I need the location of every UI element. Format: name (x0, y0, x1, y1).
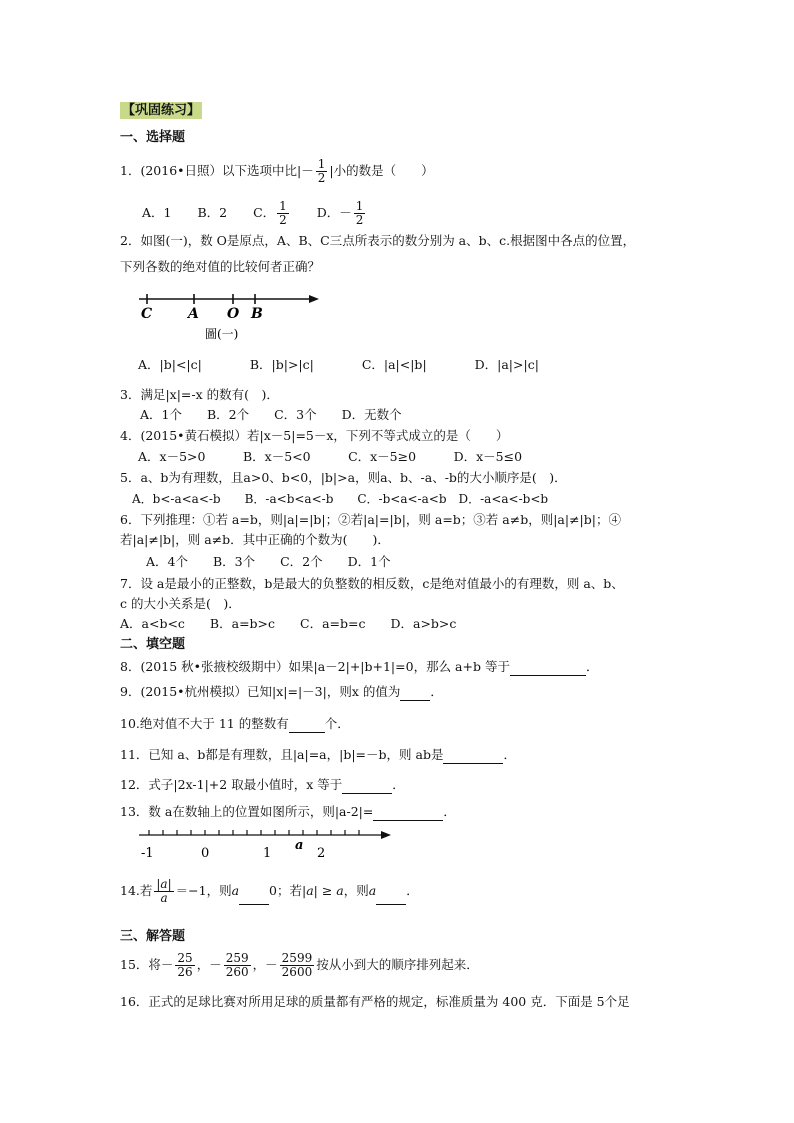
question-8 (120, 658, 598, 676)
q14-frac-den: a (160, 891, 168, 905)
q15-post: 按从小到大的顺序排列起来． (316, 957, 479, 972)
q2-label-b: B (251, 306, 263, 322)
q1-option-d-den: 2 (355, 213, 364, 227)
q1-frac-den: 2 (317, 171, 326, 185)
q6-line-1: 6．下列推理：①若 a=b，则|a|=|b|；②若|a|=|b|，则 a=b；③若 a≠b，则|a|≠|b|；④ (120, 512, 621, 527)
q8-end: ． (585, 659, 599, 674)
q15-frac3-num: 2599 (281, 951, 313, 965)
q7-line-2: c 的大小关系是( )． (120, 596, 241, 611)
q7-options: A．a<b<c B．a=b>c C．a=b=c D．a>b>c (120, 616, 457, 631)
q2-figure-caption: 圖(一) (205, 327, 239, 341)
q1-frac-num: 1 (317, 157, 326, 171)
q14-var-a-2: a (368, 883, 377, 898)
q15-frac3-den: 2600 (281, 965, 313, 979)
q16-stem: 16．正式的足球比赛对所用足球的质量都有严格的规定，标准质量为 400 克．下面是 5个足 (120, 994, 630, 1009)
q12-end: ． (392, 777, 405, 792)
q15-comma-2: ， (252, 957, 266, 972)
q13-number-line-figure (135, 826, 395, 862)
q13-tick-label-1: 1 (263, 846, 272, 861)
q13-point-a-label: a (295, 838, 304, 853)
q14-frac-num: |a| (156, 877, 172, 891)
q14-end: ． (406, 883, 419, 898)
q15-frac1-num: 25 (177, 951, 193, 965)
q1-option-d-num: 1 (355, 199, 364, 213)
q13-tick-label-2: 2 (317, 846, 326, 861)
q10-stem: 10.绝对值不大于 11 的整数有 (120, 716, 289, 731)
q14-abs-condition: |a| ≥ a (301, 883, 344, 898)
q2-label-c: C (141, 306, 153, 322)
q2-label-o: O (227, 306, 240, 322)
question-13 (120, 803, 456, 821)
q8-answer-blank[interactable] (510, 663, 586, 676)
question-15 (120, 952, 479, 979)
q2-option-d: D．|a|>|c| (474, 357, 539, 372)
q3-stem: 3．满足|x|=-x 的数有( )． (120, 387, 279, 402)
q2-options (138, 356, 539, 374)
q1-option-a: A．1 (142, 205, 172, 220)
question-1 (120, 158, 434, 185)
q13-stem: 13．数 a在数轴上的位置如图所示，则|a-2|= (120, 804, 374, 819)
q2-line-1: 2．如图(一)，数 O是原点，A、B、C三点所表示的数分别为 a、b、c.根据图中各点的位置， (120, 233, 636, 248)
q9-answer-blank[interactable] (400, 688, 430, 701)
section-choice-heading: 一、选择题 (120, 130, 186, 145)
q8-stem: 8．(2015 秋•张掖校级期中）如果|a－2|+|b+1|=0，那么 a+b 等于 (120, 659, 510, 674)
q15-frac2-num: 259 (225, 951, 249, 965)
practice-tag-label: 【巩固练习】 (122, 103, 201, 118)
q13-minor-ticks (149, 830, 359, 835)
q15-fraction-2 (224, 952, 251, 979)
q14-var-a-1: a (231, 883, 240, 898)
q15-fraction-1 (175, 952, 194, 979)
q15-frac2-den: 260 (225, 965, 249, 979)
question-11 (120, 746, 516, 764)
q2-number-line-figure (135, 288, 325, 344)
q3-options: A．1个 B．2个 C．3个 D．无数个 (140, 407, 402, 422)
question-9 (120, 683, 443, 701)
q1-stem-pre: 1．(2016•日照）以下选项中比|－ (120, 163, 314, 178)
q14-pre: 14.若 (120, 883, 153, 898)
q14-mid-1: ＝−1，则 (175, 883, 232, 898)
q6-options: A．4个 B．3个 C．2个 D．1个 (146, 554, 391, 569)
q1-option-c (253, 199, 291, 227)
q1-option-d-frac (354, 200, 366, 227)
q13-tick-label-neg1: -1 (141, 846, 154, 861)
q15-minus-2: － (209, 957, 222, 972)
section-fill-heading: 二、填空题 (120, 637, 186, 652)
q2-line-2: 下列各数的绝对值的比较何者正确？ (120, 259, 321, 274)
q1-stem-post: |小的数是（ ） (329, 163, 434, 178)
q14-answer-blank-1[interactable] (239, 892, 269, 905)
q6-line-2: 若|a|≠|b|，则 a≠b．其中正确的个数为( )． (120, 532, 390, 547)
q14-mid-3: ，则 (343, 883, 369, 898)
q1-option-b: B．2 (197, 205, 228, 220)
q7-line-1: 7．设 a是最小的正整数，b是最大的负整数的相反数，c是绝对值最小的有理数，则 a、b、 (120, 576, 624, 591)
q11-end: ． (503, 747, 516, 762)
q1-option-d (316, 199, 368, 227)
q1-option-c-frac (277, 200, 289, 227)
q10-answer-blank[interactable] (289, 720, 325, 733)
q1-option-c-den: 2 (279, 213, 287, 227)
q1-fraction (316, 158, 328, 185)
q1-option-c-num: 1 (279, 199, 287, 213)
section-answer-heading: 三、解答题 (120, 929, 186, 944)
q10-end: 个． (324, 716, 350, 731)
q14-fraction (154, 878, 173, 905)
question-14 (120, 878, 419, 905)
q13-tick-label-0: 0 (201, 846, 210, 861)
q1-option-d-label: D．－ (316, 205, 352, 220)
q12-stem: 12．式子|2x-1|+2 取最小值时，x 等于 (120, 777, 343, 792)
q15-comma-1: ， (196, 957, 210, 972)
q15-minus-1: － (160, 957, 174, 972)
q4-options: A．x－5>0 B．x－5<0 C．x－5≥0 D．x－5≤0 (138, 449, 523, 464)
q15-pre: 15．将 (120, 957, 161, 972)
question-12 (120, 776, 405, 794)
q15-fraction-3 (280, 952, 315, 979)
practice-tag (120, 101, 202, 120)
q2-axis-arrow (309, 295, 319, 303)
q1-options (142, 200, 367, 227)
q1-option-c-label: C． (253, 205, 276, 220)
q2-option-c: C．|a|<|b| (361, 357, 427, 372)
q9-end: ． (430, 684, 443, 699)
q5-options: A．b<-a<a<-b B．-a<b<a<-b C．-b<a<-a<b D．-a<a<-b<b (132, 492, 549, 506)
q11-answer-blank[interactable] (443, 751, 503, 764)
q5-stem: 5．a、b为有理数，且a>0、b<0，|b|>a，则a、b、-a、-b的大小顺序是( )． (120, 470, 567, 485)
q15-frac1-den: 26 (177, 965, 193, 979)
q14-answer-blank-2[interactable] (376, 892, 406, 905)
q13-answer-blank[interactable] (373, 808, 443, 821)
q15-minus-3: － (265, 957, 278, 972)
q12-answer-blank[interactable] (342, 781, 392, 794)
q13-end: ． (443, 804, 456, 819)
q14-mid-2: 0；若 (269, 883, 302, 898)
q2-option-b: B．|b|>|c| (249, 357, 314, 372)
q13-axis-arrow (381, 831, 391, 839)
question-10 (120, 715, 350, 733)
q4-stem: 4．(2015•黄石模拟）若|x－5|=5－x，下列不等式成立的是（ ） (120, 428, 509, 443)
q9-stem: 9．(2015•杭州模拟）已知|x|=|－3|，则x 的值为 (120, 684, 401, 699)
q2-label-a: A (188, 306, 199, 322)
q11-stem: 11．已知 a、b都是有理数，且|a|=a，|b|=－b，则 ab是 (120, 747, 444, 762)
q2-option-a: A．|b|<|c| (138, 357, 202, 372)
